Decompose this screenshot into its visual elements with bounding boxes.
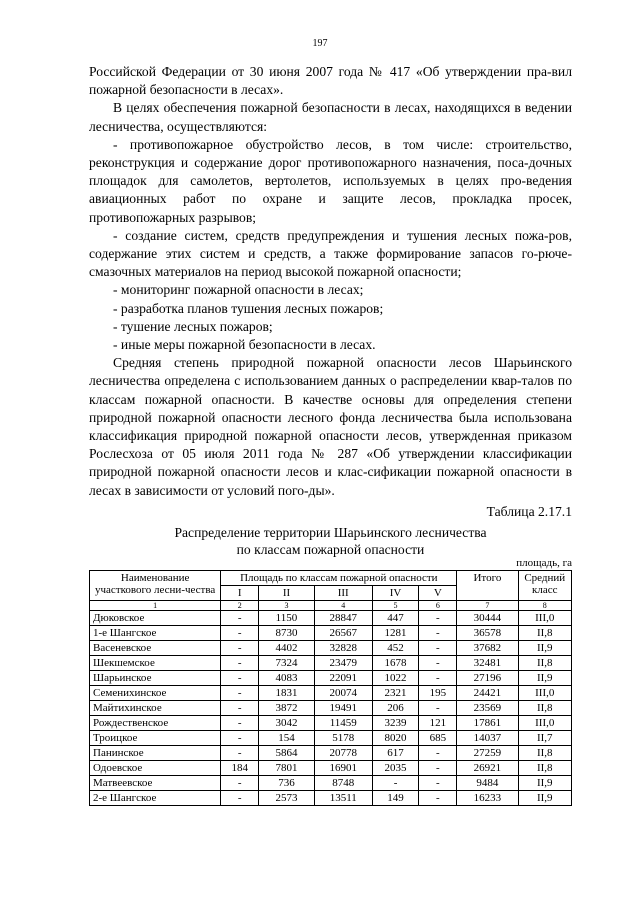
body-text: [89, 63, 572, 521]
value-cell: 206: [372, 701, 419, 716]
list-item: - мониторинг пожарной опасности в лесах;: [113, 282, 364, 298]
table-row: [90, 686, 572, 701]
column-index-row: [90, 601, 572, 611]
value-cell: 195: [419, 686, 457, 701]
list-item: - противопожарное обустройство лесов, в том числе: строительство, реконструкция и содержание дорог противопожарного назначения, поса-дочных площадок для самолетов, вертолетов, используемых в целях про-ведения авиационных работ по охране и защите лесов, прокладка просек, противопожарных разрывов;: [89, 136, 572, 225]
paragraph: Средняя степень природной пожарной опасности лесов Шарьинского лесничества определена с использованием данных о распределении квар-талов по классам пожарной опасности. В качестве основы для определения степени природной пожарной опасности лесного фонда лесничества была использована классификация природной пожарной опасности лесов, утвержденная приказом Рослесхоза от 05 июля 2011 года № 287 «Об утверждении классификации природной пожарной опасности лесов и клас-сификации пожарной опасности в лесах в зависимости от условий пого-ды».: [89, 355, 572, 498]
value-cell: 1281: [372, 626, 419, 641]
value-cell: 23569: [457, 701, 518, 716]
value-cell: II,8: [518, 701, 571, 716]
caption-line: по классам пожарной опасности: [236, 542, 425, 557]
value-cell: 1150: [259, 611, 315, 626]
value-cell: 1831: [259, 686, 315, 701]
header-total: Итого: [457, 571, 518, 601]
value-cell: -: [372, 776, 419, 791]
value-cell: -: [221, 611, 259, 626]
value-cell: 5864: [259, 746, 315, 761]
table-row: [90, 746, 572, 761]
forestry-name-cell: 1-е Шангское: [90, 626, 221, 641]
forestry-name-cell: Васеневское: [90, 641, 221, 656]
value-cell: 3239: [372, 716, 419, 731]
value-cell: 447: [372, 611, 419, 626]
value-cell: II,8: [518, 746, 571, 761]
value-cell: II,7: [518, 731, 571, 746]
value-cell: III,0: [518, 686, 571, 701]
value-cell: 5178: [314, 731, 372, 746]
header-avg-class: Средний класс: [518, 571, 571, 601]
value-cell: 36578: [457, 626, 518, 641]
value-cell: II,8: [518, 626, 571, 641]
value-cell: 685: [419, 731, 457, 746]
column-index: 2: [221, 601, 259, 611]
value-cell: 32828: [314, 641, 372, 656]
header-class: IV: [372, 586, 419, 601]
value-cell: -: [419, 791, 457, 806]
value-cell: 2035: [372, 761, 419, 776]
header-class: V: [419, 586, 457, 601]
list-item: - тушение лесных пожаров;: [113, 318, 273, 334]
table-row: [90, 611, 572, 626]
value-cell: 9484: [457, 776, 518, 791]
value-cell: -: [419, 611, 457, 626]
value-cell: 23479: [314, 656, 372, 671]
table-row: [90, 791, 572, 806]
value-cell: -: [419, 656, 457, 671]
value-cell: II,9: [518, 776, 571, 791]
value-cell: 8730: [259, 626, 315, 641]
value-cell: 4083: [259, 671, 315, 686]
value-cell: 184: [221, 761, 259, 776]
header-area-group: Площадь по классам пожарной опасности: [221, 571, 457, 586]
table-label: Таблица 2.17.1: [486, 503, 572, 519]
value-cell: 4402: [259, 641, 315, 656]
value-cell: 37682: [457, 641, 518, 656]
value-cell: 28847: [314, 611, 372, 626]
caption-line: Распределение территории Шарьинского лесничества: [174, 525, 487, 540]
value-cell: 16233: [457, 791, 518, 806]
value-cell: -: [419, 701, 457, 716]
value-cell: -: [221, 746, 259, 761]
table-body: [90, 611, 572, 806]
value-cell: -: [221, 716, 259, 731]
forestry-name-cell: Рождественское: [90, 716, 221, 731]
value-cell: 7324: [259, 656, 315, 671]
value-cell: 1022: [372, 671, 419, 686]
value-cell: -: [419, 761, 457, 776]
forestry-name-cell: Шекшемское: [90, 656, 221, 671]
value-cell: 2573: [259, 791, 315, 806]
value-cell: -: [221, 641, 259, 656]
value-cell: 2321: [372, 686, 419, 701]
value-cell: 20778: [314, 746, 372, 761]
value-cell: 452: [372, 641, 419, 656]
value-cell: 3042: [259, 716, 315, 731]
list-item: - разработка планов тушения лесных пожаров;: [113, 300, 384, 316]
forestry-name-cell: Семенихинское: [90, 686, 221, 701]
value-cell: II,8: [518, 761, 571, 776]
table-row: [90, 641, 572, 656]
value-cell: 17861: [457, 716, 518, 731]
value-cell: 20074: [314, 686, 372, 701]
value-cell: 8748: [314, 776, 372, 791]
value-cell: -: [221, 626, 259, 641]
value-cell: 19491: [314, 701, 372, 716]
header-class: I: [221, 586, 259, 601]
table-row: [90, 761, 572, 776]
value-cell: II,9: [518, 791, 571, 806]
value-cell: III,0: [518, 716, 571, 731]
value-cell: -: [419, 776, 457, 791]
header-class: III: [314, 586, 372, 601]
forestry-name-cell: 2-е Шангское: [90, 791, 221, 806]
value-cell: 1678: [372, 656, 419, 671]
value-cell: 13511: [314, 791, 372, 806]
page-number: 197: [312, 38, 328, 49]
forestry-name-cell: Матвеевское: [90, 776, 221, 791]
paragraph: В целях обеспечения пожарной безопасности в лесах, находящихся в ведении лесничества, осуществляются:: [89, 100, 572, 134]
value-cell: 14037: [457, 731, 518, 746]
value-cell: -: [419, 671, 457, 686]
value-cell: 16901: [314, 761, 372, 776]
forestry-name-cell: Дюковское: [90, 611, 221, 626]
value-cell: 27259: [457, 746, 518, 761]
paragraph: Российской Федерации от 30 июня 2007 года № 417 «Об утверждении пра-вил пожарной безопасности в лесах».: [89, 64, 572, 98]
value-cell: 26921: [457, 761, 518, 776]
table-row: [90, 626, 572, 641]
value-cell: 30444: [457, 611, 518, 626]
forestry-name-cell: Шарьинское: [90, 671, 221, 686]
column-index: 5: [372, 601, 419, 611]
value-cell: -: [221, 656, 259, 671]
header-name: Наименование участкового лесни-чества: [90, 571, 221, 601]
table-row: [90, 701, 572, 716]
value-cell: -: [419, 641, 457, 656]
table-row: [90, 716, 572, 731]
forestry-name-cell: Панинское: [90, 746, 221, 761]
value-cell: -: [221, 686, 259, 701]
value-cell: -: [221, 791, 259, 806]
value-cell: II,9: [518, 641, 571, 656]
forestry-name-cell: Одоевское: [90, 761, 221, 776]
value-cell: 7801: [259, 761, 315, 776]
column-index: 1: [90, 601, 221, 611]
value-cell: 32481: [457, 656, 518, 671]
value-cell: -: [419, 626, 457, 641]
header-class: II: [259, 586, 315, 601]
value-cell: 24421: [457, 686, 518, 701]
value-cell: 27196: [457, 671, 518, 686]
value-cell: -: [221, 671, 259, 686]
column-index: 3: [259, 601, 315, 611]
column-index: 4: [314, 601, 372, 611]
value-cell: 8020: [372, 731, 419, 746]
value-cell: III,0: [518, 611, 571, 626]
table-row: [90, 671, 572, 686]
value-cell: 22091: [314, 671, 372, 686]
fire-class-table: [89, 570, 572, 806]
table-row: [90, 776, 572, 791]
column-index: 8: [518, 601, 571, 611]
value-cell: -: [221, 731, 259, 746]
value-cell: 736: [259, 776, 315, 791]
value-cell: -: [221, 701, 259, 716]
column-index: 7: [457, 601, 518, 611]
value-cell: 11459: [314, 716, 372, 731]
value-cell: 154: [259, 731, 315, 746]
value-cell: -: [221, 776, 259, 791]
value-cell: 617: [372, 746, 419, 761]
value-cell: 121: [419, 716, 457, 731]
value-cell: II,8: [518, 656, 571, 671]
table-row: [90, 731, 572, 746]
list-item: - иные меры пожарной безопасности в лесах.: [113, 337, 376, 353]
forestry-name-cell: Майтихинское: [90, 701, 221, 716]
value-cell: 149: [372, 791, 419, 806]
forestry-name-cell: Троицкое: [90, 731, 221, 746]
value-cell: 26567: [314, 626, 372, 641]
value-cell: -: [419, 746, 457, 761]
unit-label: площадь, га: [516, 557, 572, 569]
table-row: [90, 656, 572, 671]
list-item: - создание систем, средств предупреждения и тушения лесных пожа-ров, содержание этих систем и средств, а также формирование запасов го-рюче-смазочных материалов на период высокой пожарной опасности;: [89, 227, 572, 280]
value-cell: 3872: [259, 701, 315, 716]
value-cell: II,9: [518, 671, 571, 686]
table-caption: [89, 524, 572, 558]
column-index: 6: [419, 601, 457, 611]
